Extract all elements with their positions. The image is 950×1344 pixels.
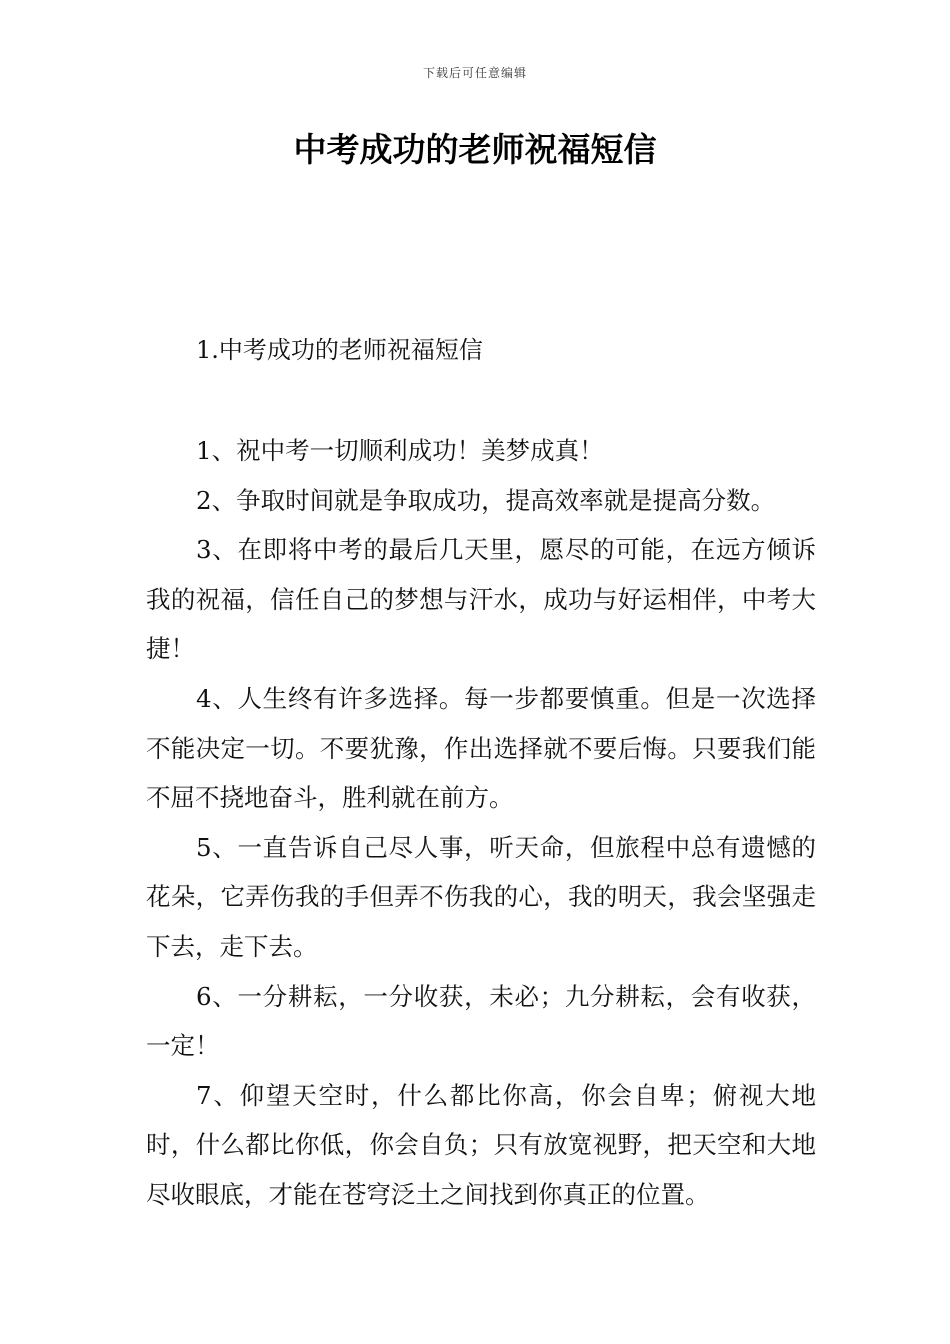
list-item: 3、在即将中考的最后几天里，愿尽的可能，在远方倾诉我的祝福，信任自己的梦想与汗水，成功与好运相伴，中考大捷！ — [146, 535, 816, 664]
list-item: 1、祝中考一切顺利成功！美梦成真！ — [196, 436, 604, 465]
header-note: 下载后可任意编辑 — [422, 66, 527, 80]
list-item: 6、一分耕耘，一分收获，未必；九分耕耘，会有收获，一定！ — [146, 981, 816, 1061]
page-title: 中考成功的老师祝福短信 — [293, 130, 657, 169]
list-item: 7、仰望天空时，什么都比你高，你会自卑；俯视大地时，什么都比你低，你会自负；只有放宽视野，把天空和大地尽收眼底，才能在苍穹泛土之间找到你真正的位置。 — [146, 1080, 816, 1209]
message-list — [146, 426, 816, 1220]
section-heading: 1.中考成功的老师祝福短信 — [196, 336, 483, 364]
list-item: 5、一直告诉自己尽人事，听天命，但旅程中总有遗憾的花朵，它弄伤我的手但弄不伤我的心，我的明天，我会坚强走下去，走下去。 — [146, 832, 816, 961]
list-item: 2、争取时间就是争取成功，提高效率就是提高分数。 — [196, 485, 776, 515]
list-item: 4、人生终有许多选择。每一步都要慎重。但是一次选择不能决定一切。不要犹豫，作出选择就不要后悔。只要我们能不屈不挠地奋斗，胜利就在前方。 — [146, 683, 816, 813]
